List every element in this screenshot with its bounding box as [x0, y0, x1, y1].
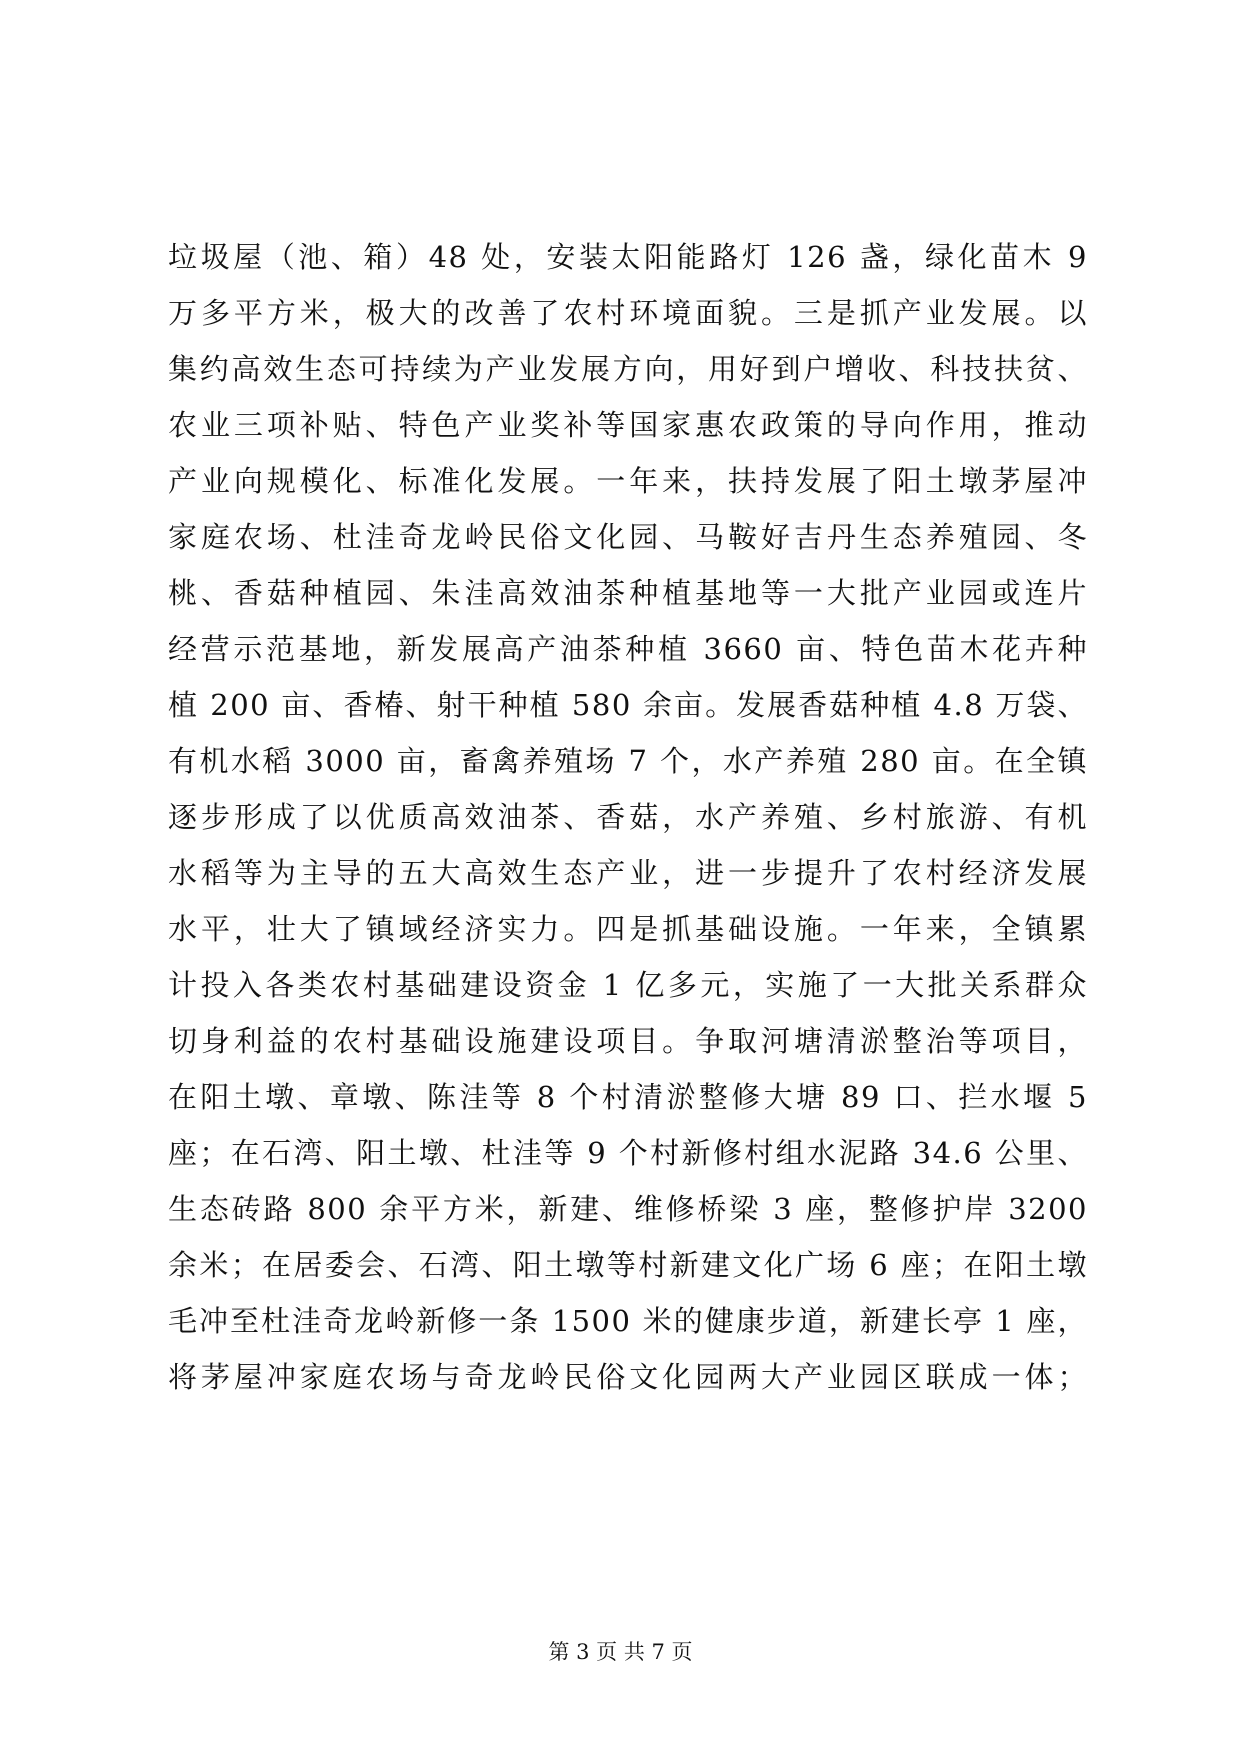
body-text [168, 229, 1088, 1405]
text-line: 经营示范基地，新发展高产油茶种植 3660 亩、特色苗木花卉种 [168, 632, 1088, 666]
text-line: 万多平方米，极大的改善了农村环境面貌。三是抓产业发展。以 [168, 296, 1088, 330]
text-line: 有机水稻 3000 亩，畜禽养殖场 7 个，水产养殖 280 亩。在全镇 [168, 744, 1088, 778]
text-line: 产业向规模化、标准化发展。一年来，扶持发展了阳土墩茅屋冲 [168, 464, 1088, 498]
text-line: 切身利益的农村基础设施建设项目。争取河塘清淤整治等项目， [168, 1024, 1088, 1058]
text-line: 农业三项补贴、特色产业奖补等国家惠农政策的导向作用，推动 [168, 408, 1088, 442]
text-line: 垃圾屋（池、箱）48 处，安装太阳能路灯 126 盏，绿化苗木 9 [168, 240, 1088, 274]
text-line: 计投入各类农村基础建设资金 1 亿多元，实施了一大批关系群众 [168, 968, 1088, 1002]
text-line: 余米；在居委会、石湾、阳土墩等村新建文化广场 6 座；在阳土墩 [168, 1248, 1088, 1282]
text-line: 将茅屋冲家庭农场与奇龙岭民俗文化园两大产业园区联成一体； [168, 1360, 1088, 1394]
text-line: 生态砖路 800 余平方米，新建、维修桥梁 3 座，整修护岸 3200 [168, 1192, 1088, 1226]
text-line: 家庭农场、杜洼奇龙岭民俗文化园、马鞍好吉丹生态养殖园、冬 [168, 520, 1088, 554]
text-line: 桃、香菇种植园、朱洼高效油茶种植基地等一大批产业园或连片 [168, 576, 1088, 610]
text-line: 逐步形成了以优质高效油茶、香菇，水产养殖、乡村旅游、有机 [168, 800, 1088, 834]
text-line: 在阳土墩、章墩、陈洼等 8 个村清淤整修大塘 89 口、拦水堰 5 [168, 1080, 1088, 1114]
text-line: 水稻等为主导的五大高效生态产业，进一步提升了农村经济发展 [168, 856, 1088, 890]
text-line: 毛冲至杜洼奇龙岭新修一条 1500 米的健康步道，新建长亭 1 座， [168, 1304, 1088, 1338]
text-line: 集约高效生态可持续为产业发展方向，用好到户增收、科技扶贫、 [168, 352, 1088, 386]
text-line: 水平，壮大了镇域经济实力。四是抓基础设施。一年来，全镇累 [168, 912, 1088, 946]
text-line: 座；在石湾、阳土墩、杜洼等 9 个村新修村组水泥路 34.6 公里、 [168, 1136, 1088, 1170]
text-line: 植 200 亩、香椿、射干种植 580 余亩。发展香菇种植 4.8 万袋、 [168, 688, 1088, 722]
page-footer: 第 3 页 共 7 页 [548, 1640, 693, 1664]
